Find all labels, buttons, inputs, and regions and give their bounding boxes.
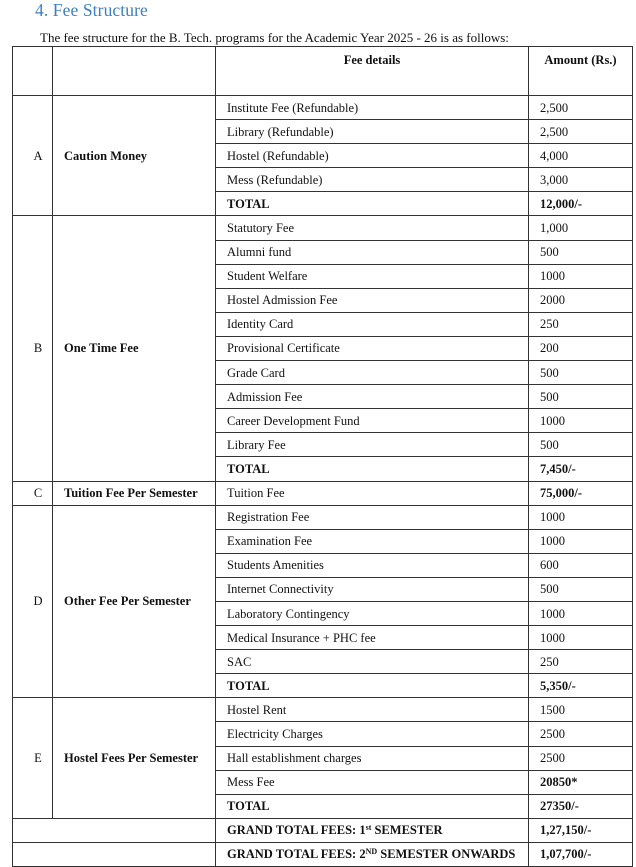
fee-amount: 250	[529, 312, 633, 336]
fee-amount: 2000	[529, 288, 633, 312]
fee-amount: 1000	[529, 409, 633, 433]
fee-item: Admission Fee	[216, 385, 529, 409]
fee-amount: 2,500	[529, 96, 633, 120]
fee-amount: 3,000	[529, 168, 633, 192]
fee-structure-table	[12, 46, 633, 867]
fee-item: Institute Fee (Refundable)	[216, 96, 529, 120]
fee-amount: 1500	[529, 698, 633, 722]
fee-amount: 4,000	[529, 144, 633, 168]
fee-amount: 250	[529, 650, 633, 674]
fee-amount: 7,450/-	[529, 457, 633, 481]
fee-amount: 1000	[529, 626, 633, 650]
fee-item: Provisional Certificate	[216, 336, 529, 360]
fee-amount: 2500	[529, 746, 633, 770]
fee-item: Students Amenities	[216, 553, 529, 577]
intro-text: The fee structure for the B. Tech. programs for the Academic Year 2025 - 26 is as follows:	[40, 30, 509, 45]
fee-amount: 500	[529, 577, 633, 601]
grand-total-label	[216, 818, 529, 842]
grand-total-suffix: SEMESTER	[371, 823, 443, 838]
fee-amount: 75,000/-	[529, 481, 633, 505]
fee-amount: 500	[529, 433, 633, 457]
fee-amount: 1000	[529, 601, 633, 625]
table-row	[13, 481, 633, 505]
fee-item: Alumni fund	[216, 240, 529, 264]
header-fee-details: Fee details	[216, 47, 529, 96]
fee-amount: 500	[529, 385, 633, 409]
grand-total-blank	[13, 842, 216, 866]
table-row	[13, 216, 633, 240]
section-category: One Time Fee	[53, 216, 216, 481]
fee-amount: 1,000	[529, 216, 633, 240]
section-code: D	[13, 505, 53, 698]
fee-item: Registration Fee	[216, 505, 529, 529]
table-row	[13, 698, 633, 722]
section-heading: 4. Fee Structure	[35, 0, 148, 20]
header-category-cell	[53, 47, 216, 96]
table-row	[13, 505, 633, 529]
fee-item: Library Fee	[216, 433, 529, 457]
table-row	[13, 96, 633, 120]
fee-amount: 600	[529, 553, 633, 577]
fee-item: Hostel (Refundable)	[216, 144, 529, 168]
section-category: Tuition Fee Per Semester	[53, 481, 216, 505]
fee-amount: 1000	[529, 505, 633, 529]
grand-total-suffix: SEMESTER ONWARDS	[377, 847, 516, 862]
fee-item: TOTAL	[216, 794, 529, 818]
fee-item: TOTAL	[216, 192, 529, 216]
fee-item: Tuition Fee	[216, 481, 529, 505]
fee-item: Hall establishment charges	[216, 746, 529, 770]
fee-item: Student Welfare	[216, 264, 529, 288]
fee-item: Examination Fee	[216, 529, 529, 553]
fee-amount: 2,500	[529, 120, 633, 144]
fee-amount: 20850*	[529, 770, 633, 794]
section-category: Caution Money	[53, 96, 216, 216]
fee-amount: 27350/-	[529, 794, 633, 818]
fee-amount: 500	[529, 361, 633, 385]
section-code: C	[13, 481, 53, 505]
fee-item: Laboratory Contingency	[216, 601, 529, 625]
header-amount: Amount (Rs.)	[529, 47, 633, 96]
fee-amount: 5,350/-	[529, 674, 633, 698]
table-header-row	[13, 47, 633, 96]
fee-item: Electricity Charges	[216, 722, 529, 746]
fee-item: Mess Fee	[216, 770, 529, 794]
fee-amount: 200	[529, 336, 633, 360]
grand-total-prefix: GRAND TOTAL FEES: 2	[227, 847, 366, 862]
section-code: E	[13, 698, 53, 818]
grand-total-ordinal: st	[365, 823, 372, 833]
fee-item: Library (Refundable)	[216, 120, 529, 144]
section-category: Other Fee Per Semester	[53, 505, 216, 698]
header-code-cell	[13, 47, 53, 96]
fee-item: Hostel Rent	[216, 698, 529, 722]
grand-total-amount: 1,27,150/-	[529, 818, 633, 842]
fee-item: SAC	[216, 650, 529, 674]
fee-amount: 1000	[529, 264, 633, 288]
grand-total-blank	[13, 818, 216, 842]
grand-total-ordinal: ND	[365, 847, 378, 857]
grand-total-label	[216, 842, 529, 866]
fee-amount: 1000	[529, 529, 633, 553]
fee-amount: 500	[529, 240, 633, 264]
fee-item: TOTAL	[216, 674, 529, 698]
fee-item: Medical Insurance + PHC fee	[216, 626, 529, 650]
fee-item: Internet Connectivity	[216, 577, 529, 601]
section-category: Hostel Fees Per Semester	[53, 698, 216, 818]
section-code: A	[13, 96, 53, 216]
fee-item: Hostel Admission Fee	[216, 288, 529, 312]
grand-total-row	[13, 842, 633, 866]
fee-item: Career Development Fund	[216, 409, 529, 433]
fee-amount: 12,000/-	[529, 192, 633, 216]
grand-total-row	[13, 818, 633, 842]
fee-item: Grade Card	[216, 361, 529, 385]
grand-total-amount: 1,07,700/-	[529, 842, 633, 866]
fee-item: Mess (Refundable)	[216, 168, 529, 192]
fee-item: Statutory Fee	[216, 216, 529, 240]
section-code: B	[13, 216, 53, 481]
fee-amount: 2500	[529, 722, 633, 746]
fee-item: Identity Card	[216, 312, 529, 336]
fee-item: TOTAL	[216, 457, 529, 481]
grand-total-prefix: GRAND TOTAL FEES: 1	[227, 823, 366, 838]
